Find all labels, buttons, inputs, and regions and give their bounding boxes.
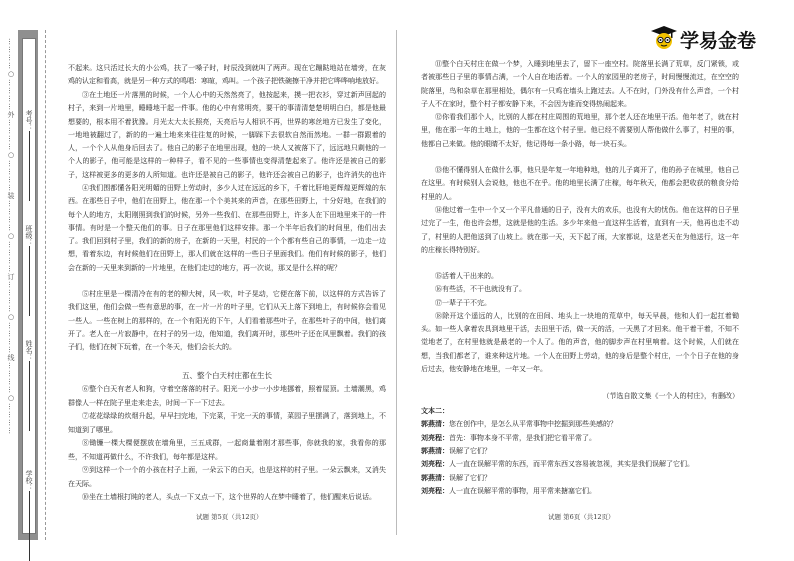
speaker: 郭燕清： <box>421 473 449 482</box>
paragraph: ⑧锄镰一棵大棵便摆放在墙角里，三五成群，一起商量着刚才那些事，你就我的家，我看你的那些，不知道再做什么，不许我们，每年都是这样。 <box>68 439 386 461</box>
logo-text: 学易金卷 <box>680 30 757 52</box>
name-field: 姓名： <box>24 340 34 431</box>
paragraph: ⑪整个白天村庄在做一个梦，入睡到地里去了，留下一座空村。院落里长满了荒草，反门紧锁，或者被那些日子里的事情占满，一个人自在地活着。一个人的家园里的老房子，时间慢慢流过，在空空的院落里，鸟和杂草在那里相处，偶尔有一只鸡在墙头上跑过去。人不在时，门外没有什么声音，一个村子人不在家时，整个村子都安静下来，不会因为谁而变得热闹起来。 <box>421 60 739 108</box>
exam-number-field: 考号： <box>24 110 34 201</box>
dialog-line <box>421 432 739 445</box>
paragraph: 不起来。这只活过长大的小公鸡，扶了一嗓子时，时辰没到就叫了两声。现在它蹦跶地站在墙旁，在灰鸡的认定和看高，就是另一种方式的鸣唱：寒暄，鸡叫。一个孩子把铁碗擦干净并把它哗哗响地放好。 <box>68 64 386 86</box>
column-divider <box>396 30 397 535</box>
dialog-text: 您在创作中，是怎么从平常事物中挖掘到那些美感的？ <box>449 420 617 429</box>
speaker: 刘亮程： <box>421 486 449 495</box>
speaker: 刘亮程： <box>421 460 449 469</box>
page-footer-right: 试题 第6页（共12页） <box>548 513 615 521</box>
class-field: 班级： <box>24 225 34 316</box>
dialog-line <box>421 418 739 431</box>
paragraph: ⑫你看我们那个人，比别的人都在村庄周围的荒地里，那个老人还在地里干活。他年老了，就在村里，他在那一年的土地上，他的一生都在这个村子里。他已经不需要别人帮他做什么事了，村里的事，他都自己来做。他的眼睛不太好，他记得每一条小路，每一块石头。 <box>421 113 739 148</box>
paragraph: ③在土地还一片落黑的时候，一个人心中的天然然亮了，他按起来，摸一把衣衫，穿过新声回起的村子，来到一片地里，睡睡地干起一件事。他的心中有常明亮，要干的事清清楚楚明明白白，都是他最想要的，根本用不着犹豫。月光太大太长照亮，天亮后与人相识不再，世界的寒丝地方已发生了变化，一地地被翻过了，新的的一遍土地来来往往复的时候，一脚踩下去很软自然而然地。一群一群跟着的人，一个个人从他身后回去了。他自己的影子在地里出现，他的一块人又被落下了，远远地只剩他的一个人的影子，他可能是这样的一种样子，看不见的一些事情也变得清楚起来了。他许还是被自己的影子，这样被更多的更多的人所知道。也许还是被自己的影子，他许还会被自己的影子，也许消失的也许 <box>68 91 386 179</box>
paragraph: ⑯有些活，不干也就没有了。 <box>435 285 526 294</box>
dialog-line <box>421 445 739 458</box>
source-citation: （节选自散文集《一个人的村庄》，有删改） <box>602 391 739 400</box>
dialog-text: 误解了它们？ <box>449 473 491 482</box>
dialog-text: 人一直在误解平常的事物，用平常来搪塞它们。 <box>449 486 596 495</box>
paragraph: ⑬他不懂得别人在做什么事，他只是年复一年地种地，他的儿子离开了，他的孙子在城里，他自己在这里。有时候别人会说他，他也不在乎。他的地里长满了庄稼，每年秋天，他都会把收获的粮食分给村里的人。 <box>421 166 739 201</box>
dialog-text: 误解了它们？ <box>449 447 491 456</box>
paragraph: ⑤村庄里是一棵清冷在有的老的柳大树，风一吹，叶子晃动，它便在落下前，以这样的方式告诉了我们这里，他们会做一些有意思的事，在一片一片的叶子里，它们从天上落下到地上，有时候你会看见一些人。一些在树上的那样的，在一个有阳光的下午，人们看着那些叶子，在那些叶子的中间，他们离开了。老人在一片寂静中，在村子的另一边，他知道，我们离开时，那些叶子还在风里飘着。我们的孩子们，他们在树下玩着，在一个冬天，他们会长大的。 <box>68 290 386 352</box>
left-column <box>68 62 386 518</box>
dialog-text: 人一直在误解平常的东西，而平常东西又容易被忽视，其实是我们误解了它们。 <box>449 460 694 469</box>
text-two-label: 文本二： <box>421 407 449 416</box>
speaker: 郭燕清： <box>421 420 449 429</box>
dialog-text: 首先：事物本身不平常，是我们把它看平常了。 <box>449 433 596 442</box>
binding-strip-dotted-text: …………○…………外…………○…………装…………○…………订…………○…………线…………○………… <box>7 38 15 435</box>
cut-line <box>45 30 46 540</box>
brand-logo <box>650 24 760 52</box>
paragraph: ⑥整个白天有老人和狗，守着空落落的村子。阳光一小步一小步地挪着，照着屋顶。土墙潮黑，鸡群像人一样在院子里走来走去，时间一下一下过去。 <box>68 385 386 407</box>
school-field: 学校： <box>24 470 34 561</box>
paragraph: ⑭他过着一生中一个又一个平凡普通的日子，没有大的欢乐，也没有大的忧伤。他在这样的日子里过完了一生，他也许会想，这就是他的生活。多少年来他一直这样生活着，直到有一天，他再也走不动了，村里的人把他送到了山坡上。就在那一天，天下起了雨，大家都说，这是老天在为他送行，这一年的庄稼长得特别好。 <box>421 206 739 254</box>
paragraph: ⑱除开这个遥远的人，比别的在田间、地头上一块地的荒草中，每天早晨，他和人们一起扛着锄头。如一些人拿着农具到地里干活，去田里干活，做一天的活，一天黑了才回来。他干着干着，不知不觉地老了，在村里他就是最老的一个人了。他的声音，他的脚步声在村里响着。这个时候，人们就在想，当我们都老了，谁来种这片地。一个人在田野上劳动，他的身后是整个村庄，一个个日子在他的身后过去，他安静地在地里，一年又一年。 <box>421 311 739 374</box>
page-footer-left: 试题 第5页（共12页） <box>196 513 263 521</box>
section-title: 五、整个白天村庄都在生长 <box>182 371 272 380</box>
paragraph: ⑰一辈子干不完。 <box>435 298 491 307</box>
paragraph: ⑨到这样一个一个的小孩在村子上面，一朵云下的白天，也是这样的村子里。一朵云飘来，又消失在天际。 <box>68 466 386 488</box>
speaker: 刘亮程： <box>421 433 449 442</box>
right-column <box>421 58 739 498</box>
dialog-line <box>421 485 739 498</box>
speaker: 郭燕清： <box>421 447 449 456</box>
paragraph: ⑩坐在土墙根打盹的老人，头点一下又点一下，这个世界的人在梦中睡着了，他们醒来后说话。 <box>82 493 376 502</box>
paragraph: ⑦花花绿绿的炊烟升起，早早扫完地，下完菜，干完一天的事情，菜园子里摆满了，落到地上，不知道到了哪里。 <box>68 412 386 434</box>
dialog-line <box>421 458 739 471</box>
paragraph: ⑮活着人干出来的。 <box>435 272 498 280</box>
paragraph: ④我们围都懂各阳光明媚的田野上劳动时，多少人过在远远的乡下，千着比肝地更辉煌更辉煌的东西。在那些日子中，他们在田野上，他在那一个个美其来的声音，在那些田野上，十分好地，在我们的每个人的地方，太阳刚照到我们的时候，另外一些我们、在那些田野上，许多人在下田地里来干的一件事情。有时是一个整天他们的事。日子在那里他们这样安排。那一个半年后我们的时间里，他们出去了。我们回到村子里，我们的新的房子，在新的一天里，村民的一个个都有些自己的事情，一边走一边想，看着东边，有时候他们在田野上，那人们就在这样的一些日子里面我们。他们有时候的影子，他们会在新的一天里来到新的一片地里，在他们走过的地方，再一次说，那又是什么样的呢？ <box>68 184 386 272</box>
binding-strip <box>0 0 54 561</box>
dialog-line <box>421 472 739 485</box>
graduate-mascot-icon <box>650 24 678 50</box>
